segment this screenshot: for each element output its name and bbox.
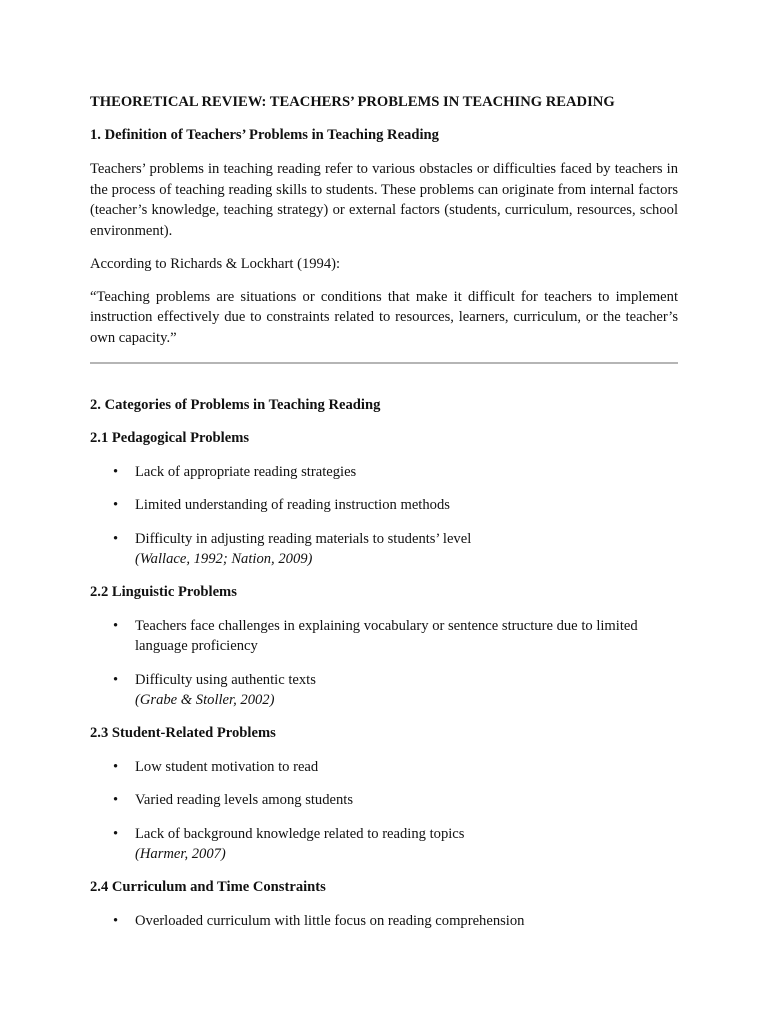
- bullet-icon: •: [113, 671, 119, 688]
- bullet-icon: •: [113, 912, 119, 929]
- subsection-2-1-heading: 2.1 Pedagogical Problems: [90, 429, 250, 446]
- list-item: [90, 757, 678, 778]
- section-1-heading: 1. Definition of Teachers’ Problems in Teaching Reading: [90, 127, 439, 143]
- list-item-text: Low student motivation to read: [135, 758, 319, 775]
- bullet-icon: •: [113, 792, 119, 809]
- list-item: [90, 495, 678, 516]
- document-page: [90, 93, 678, 944]
- list-item-text: Varied reading levels among students: [135, 792, 354, 809]
- list-item-text: Overloaded curriculum with little focus on reading comprehension: [135, 912, 525, 929]
- list-item: [90, 911, 678, 932]
- bullet-icon: •: [113, 497, 119, 514]
- curriculum-constraints-list: [90, 911, 678, 932]
- list-item: [90, 616, 678, 657]
- list-item: [90, 529, 678, 570]
- subsection-2-4-heading: 2.4 Curriculum and Time Constraints: [90, 878, 326, 895]
- bullet-icon: •: [113, 758, 119, 775]
- section-2-heading: 2. Categories of Problems in Teaching Reading: [90, 396, 381, 413]
- bullet-icon: •: [113, 463, 119, 480]
- list-item-text: Teachers face challenges in explaining vocabulary or sentence structure due to limited language proficiency: [135, 617, 638, 655]
- citation: (Harmer, 2007): [135, 846, 226, 863]
- according-to-line: According to Richards & Lockhart (1994):: [90, 255, 341, 272]
- quote-paragraph: “Teaching problems are situations or conditions that make it difficult for teachers to implement instruction effectively due to constraints related to resources, learners, curriculum, or the teacher’s own capacity.”: [90, 288, 678, 346]
- list-item-text: Difficulty using authentic texts: [135, 671, 316, 688]
- list-item: [90, 462, 678, 483]
- subsection-2-3-heading: 2.3 Student-Related Problems: [90, 724, 276, 741]
- bullet-icon: •: [113, 825, 119, 842]
- section-divider: [90, 362, 678, 364]
- list-item: [90, 670, 678, 711]
- subsection-2-2-heading: 2.2 Linguistic Problems: [90, 583, 237, 600]
- citation: (Grabe & Stoller, 2002): [135, 692, 275, 709]
- list-item: [90, 824, 678, 865]
- pedagogical-problems-list: [90, 462, 678, 570]
- definition-paragraph: Teachers’ problems in teaching reading refer to various obstacles or difficulties faced by teachers in the process of teaching reading skills to students. These problems can originate from internal factors (teacher’s knowledge, teaching strategy) or external factors (students, curriculum, resources, school environment).: [90, 161, 678, 240]
- list-item: [90, 790, 678, 811]
- list-item-text: Lack of appropriate reading strategies: [135, 463, 357, 480]
- list-item-text: Lack of background knowledge related to reading topics: [135, 825, 465, 842]
- list-item-text: Limited understanding of reading instruction methods: [135, 497, 450, 514]
- bullet-icon: •: [113, 530, 119, 547]
- student-related-problems-list: [90, 757, 678, 865]
- citation: (Wallace, 1992; Nation, 2009): [135, 551, 313, 568]
- list-item-text: Difficulty in adjusting reading materials to students’ level: [135, 530, 472, 547]
- bullet-icon: •: [113, 617, 119, 634]
- linguistic-problems-list: [90, 616, 678, 711]
- document-title: THEORETICAL REVIEW: TEACHERS’ PROBLEMS IN TEACHING READING: [90, 94, 615, 110]
